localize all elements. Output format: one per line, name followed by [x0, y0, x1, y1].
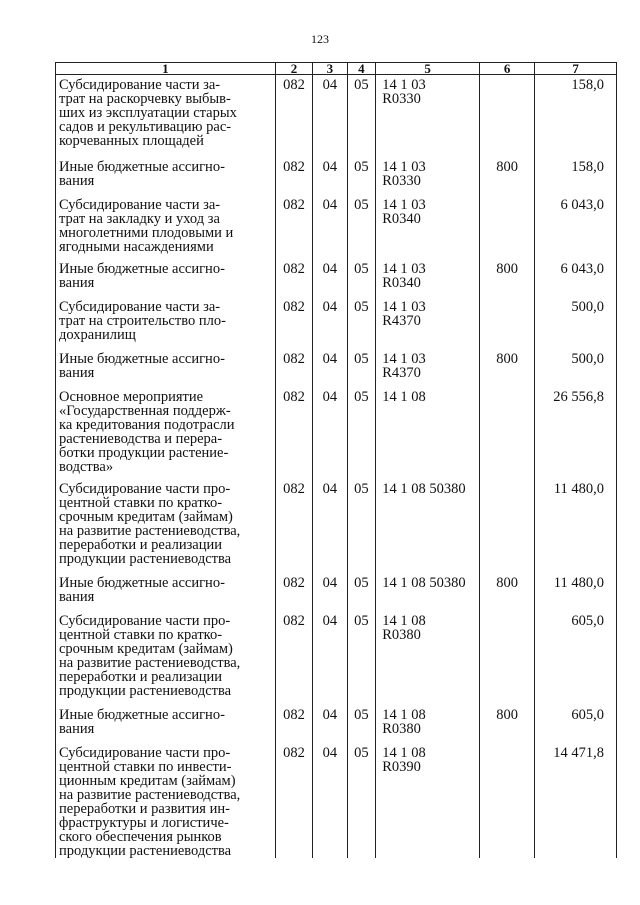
table-row: [56, 573, 617, 611]
row-target-item: 14 1 03 R4370: [376, 297, 480, 349]
table-row: [56, 195, 617, 259]
row-name: Иные бюджетные ассигно- вания: [56, 573, 276, 611]
row-expense-type: 800: [480, 349, 535, 387]
table-row: [56, 157, 617, 195]
row-section-code: 04: [313, 743, 347, 858]
header-col-7: 7: [535, 63, 617, 75]
header-col-1: 1: [56, 63, 276, 75]
row-expense-type: [480, 611, 535, 705]
row-target-item: 14 1 08: [376, 387, 480, 479]
row-admin-code: 082: [275, 75, 313, 157]
row-admin-code: 082: [275, 349, 313, 387]
row-section-code: 04: [313, 611, 347, 705]
row-target-item: 14 1 03 R4370: [376, 349, 480, 387]
row-name: Субсидирование части про- центной ставки по кратко- срочным кредитам (займам) на развитие растениеводства, переработки и реализации продукции растениеводства: [56, 479, 276, 573]
row-section-code: 04: [313, 297, 347, 349]
row-name: Субсидирование части про- центной ставки по кратко- срочным кредитам (займам) на развитие растениеводства, переработки и реализации продукции растениеводства: [56, 611, 276, 705]
row-name: Субсидирование части за- трат на закладку и уход за многолетними плодовыми и ягодными насаждениями: [56, 195, 276, 259]
row-name: Иные бюджетные ассигно- вания: [56, 705, 276, 743]
row-admin-code: 082: [275, 195, 313, 259]
row-subsection-code: 05: [347, 705, 376, 743]
row-subsection-code: 05: [347, 479, 376, 573]
row-expense-type: 800: [480, 157, 535, 195]
row-expense-type: 800: [480, 259, 535, 297]
table-row: [56, 705, 617, 743]
row-section-code: 04: [313, 75, 347, 157]
row-amount: 158,0: [535, 157, 617, 195]
row-subsection-code: 05: [347, 743, 376, 858]
row-name: Иные бюджетные ассигно- вания: [56, 157, 276, 195]
row-amount: 158,0: [535, 75, 617, 157]
header-col-5: 5: [376, 63, 480, 75]
row-subsection-code: 05: [347, 297, 376, 349]
row-amount: 500,0: [535, 297, 617, 349]
row-expense-type: [480, 75, 535, 157]
header-col-6: 6: [480, 63, 535, 75]
table-row: [56, 349, 617, 387]
row-subsection-code: 05: [347, 349, 376, 387]
row-amount: 14 471,8: [535, 743, 617, 858]
row-subsection-code: 05: [347, 387, 376, 479]
row-name: Субсидирование части про- центной ставки по инвести- ционным кредитам (займам) на развитие растениеводства, переработки и развития ин- фраструктуры и логистиче- ского обеспечения рынков продукции растениеводства: [56, 743, 276, 858]
row-admin-code: 082: [275, 297, 313, 349]
row-expense-type: [480, 195, 535, 259]
row-name: Иные бюджетные ассигно- вания: [56, 259, 276, 297]
table-row: [56, 75, 617, 157]
row-amount: 605,0: [535, 705, 617, 743]
row-section-code: 04: [313, 387, 347, 479]
row-section-code: 04: [313, 573, 347, 611]
row-target-item: 14 1 03 R0330: [376, 75, 480, 157]
row-target-item: 14 1 03 R0340: [376, 259, 480, 297]
row-admin-code: 082: [275, 743, 313, 858]
row-subsection-code: 05: [347, 611, 376, 705]
row-target-item: 14 1 08 R0390: [376, 743, 480, 858]
row-target-item: 14 1 08 R0380: [376, 705, 480, 743]
table-row: [56, 611, 617, 705]
page-number: 123: [311, 32, 329, 46]
row-section-code: 04: [313, 157, 347, 195]
row-amount: 605,0: [535, 611, 617, 705]
row-section-code: 04: [313, 195, 347, 259]
row-subsection-code: 05: [347, 157, 376, 195]
header-col-3: 3: [313, 63, 347, 75]
table-row: [56, 479, 617, 573]
row-section-code: 04: [313, 259, 347, 297]
table-row: [56, 297, 617, 349]
row-amount: 11 480,0: [535, 573, 617, 611]
row-expense-type: [480, 479, 535, 573]
row-amount: 6 043,0: [535, 259, 617, 297]
table-row: [56, 387, 617, 479]
row-section-code: 04: [313, 705, 347, 743]
row-admin-code: 082: [275, 611, 313, 705]
header-col-2: 2: [275, 63, 313, 75]
row-subsection-code: 05: [347, 259, 376, 297]
row-target-item: 14 1 08 50380: [376, 573, 480, 611]
row-admin-code: 082: [275, 573, 313, 611]
table-row: [56, 743, 617, 858]
row-name: Иные бюджетные ассигно- вания: [56, 349, 276, 387]
row-subsection-code: 05: [347, 573, 376, 611]
row-admin-code: 082: [275, 157, 313, 195]
row-expense-type: 800: [480, 573, 535, 611]
header-col-4: 4: [347, 63, 376, 75]
row-admin-code: 082: [275, 259, 313, 297]
row-section-code: 04: [313, 479, 347, 573]
row-expense-type: [480, 743, 535, 858]
row-target-item: 14 1 08 50380: [376, 479, 480, 573]
row-amount: 11 480,0: [535, 479, 617, 573]
row-name: Субсидирование части за- трат на строительство пло- дохранилищ: [56, 297, 276, 349]
table-row: [56, 259, 617, 297]
row-target-item: 14 1 03 R0340: [376, 195, 480, 259]
row-section-code: 04: [313, 349, 347, 387]
row-amount: 6 043,0: [535, 195, 617, 259]
header-row: [56, 63, 617, 75]
row-name: Основное мероприятие «Государственная поддерж- ка кредитования подотрасли растениеводства и перера- ботки продукции растение- водства»: [56, 387, 276, 479]
row-expense-type: [480, 297, 535, 349]
row-expense-type: 800: [480, 705, 535, 743]
row-subsection-code: 05: [347, 75, 376, 157]
row-expense-type: [480, 387, 535, 479]
row-amount: 500,0: [535, 349, 617, 387]
row-amount: 26 556,8: [535, 387, 617, 479]
row-name: Субсидирование части за- трат на раскорчевку выбыв- ших из эксплуатации старых садов и рекультивацию рас- корчеванных площадей: [56, 75, 276, 157]
row-admin-code: 082: [275, 387, 313, 479]
table-body: [56, 75, 617, 858]
row-target-item: 14 1 08 R0380: [376, 611, 480, 705]
row-admin-code: 082: [275, 479, 313, 573]
budget-table: [55, 62, 617, 858]
row-subsection-code: 05: [347, 195, 376, 259]
row-target-item: 14 1 03 R0330: [376, 157, 480, 195]
row-admin-code: 082: [275, 705, 313, 743]
